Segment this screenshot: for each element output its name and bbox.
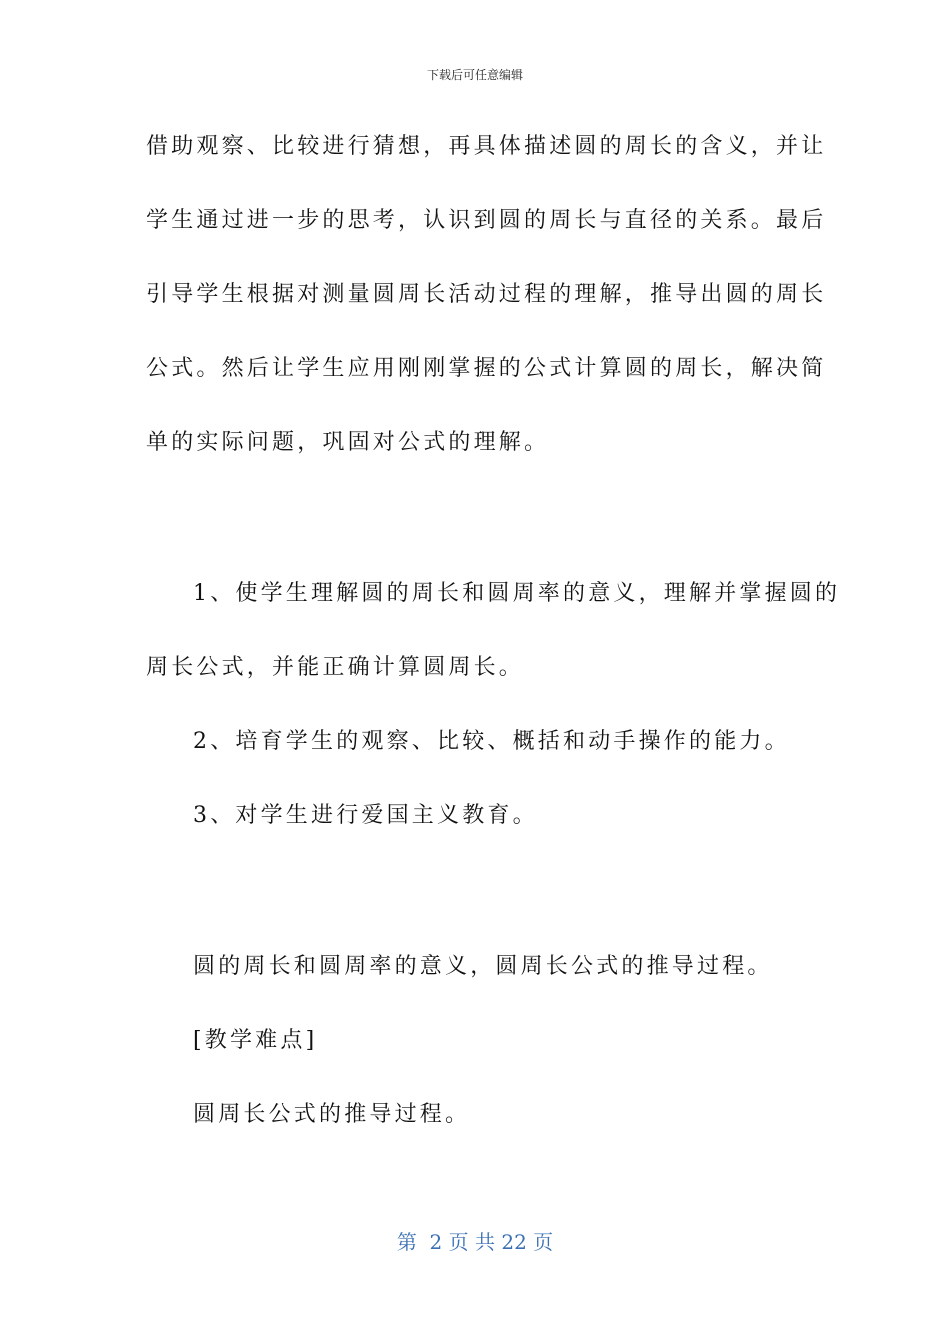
- difficulty-text: 圆周长公式的推导过程。: [193, 1102, 471, 1127]
- objective-3: 3、对学生进行爱国主义教育。: [193, 803, 538, 828]
- page-header: 下载后可任意编辑: [426, 68, 523, 82]
- paragraph-line: 引导学生根据对测量圆周长活动过程的理解，推导出圆的周长: [146, 282, 827, 307]
- objective-1-line-1: 1、使学生理解圆的周长和圆周率的意义，理解并掌握圆的: [193, 581, 841, 606]
- paragraph-line: 借助观察、比较进行猜想，再具体描述圆的周长的含义，并让: [146, 134, 827, 159]
- paragraph-line: 学生通过进一步的思考，认识到圆的周长与直径的关系。最后: [146, 208, 827, 233]
- page-footer: 第 2 页 共 22 页: [396, 1230, 554, 1254]
- key-points-text: 圆的周长和圆周率的意义，圆周长公式的推导过程。: [193, 954, 773, 979]
- paragraph-line: 单的实际问题，巩固对公式的理解。: [146, 430, 550, 455]
- objective-2: 2、培育学生的观察、比较、概括和动手操作的能力。: [193, 729, 790, 754]
- difficulty-heading: [教学难点]: [193, 1028, 318, 1053]
- objective-1-line-2: 周长公式，并能正确计算圆周长。: [146, 655, 525, 680]
- paragraph-line: 公式。然后让学生应用刚刚掌握的公式计算圆的周长，解决简: [146, 356, 827, 381]
